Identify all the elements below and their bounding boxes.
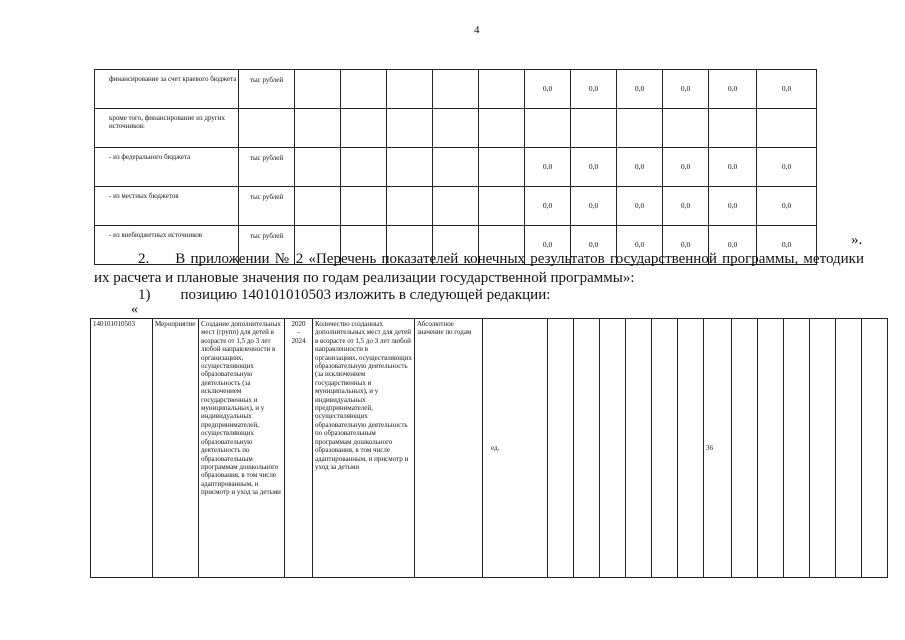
value-cell: 0,0 <box>571 148 617 187</box>
empty-cell <box>387 187 433 226</box>
value-cell: 0,0 <box>709 148 757 187</box>
empty-cell <box>479 187 525 226</box>
value-cell <box>525 109 571 148</box>
row-label: - из внебюджетных источников <box>95 226 239 265</box>
empty-cell <box>387 148 433 187</box>
empty-cell <box>341 148 387 187</box>
value-cell: 0,0 <box>617 70 663 109</box>
empty-cell <box>836 319 862 578</box>
value-cell: 0,0 <box>663 70 709 109</box>
value-cell: 0,0 <box>525 226 571 265</box>
empty-cell <box>387 109 433 148</box>
row-label: финансирование за счет краевого бюджета <box>95 70 239 109</box>
empty-cell <box>295 187 341 226</box>
empty-cell <box>295 109 341 148</box>
value-cell <box>709 109 757 148</box>
value-cell: 0,0 <box>617 226 663 265</box>
paragraph-2-text: В приложении № 2 «Перечень показателей конечных результатов государственной программы, методики их расчета и плановые значения по годам реализации государственной программы»: <box>94 251 864 286</box>
empty-cell <box>433 148 479 187</box>
empty-cell <box>784 319 810 578</box>
empty-cell <box>387 70 433 109</box>
value-cell <box>617 109 663 148</box>
empty-cell <box>548 319 574 578</box>
table-row <box>95 70 817 109</box>
empty-cell <box>574 319 600 578</box>
value-cell: 0,0 <box>663 226 709 265</box>
value-cell: 0,0 <box>757 70 817 109</box>
paragraph-2-number: 2. <box>138 251 150 267</box>
value-cell: 0,0 <box>709 187 757 226</box>
empty-cell <box>479 70 525 109</box>
empty-cell <box>341 187 387 226</box>
position-type: Мероприятие <box>153 319 199 578</box>
paragraph-3 <box>138 286 550 305</box>
empty-cell <box>732 319 758 578</box>
position-indicator: Количество созданных дополнительных мест для детей в возрасте от 1,5 до 3 лет любой направленности в организациях, осуществляющих образовательную деятельность (за исключением государственных и муниципальных), и у индивидуальных предпринимателей, осуществляющих образовательную деятельность по образовательным программам дошкольного образования, в том числе адаптированным, и присмотр и уход за детьми <box>313 319 415 578</box>
empty-cell <box>479 109 525 148</box>
value-cell: 0,0 <box>617 148 663 187</box>
page-number: 4 <box>474 24 480 36</box>
finance-table <box>94 69 817 265</box>
period-dash: - <box>297 328 300 337</box>
row-label: - из федерального бюджета <box>95 148 239 187</box>
value-cell: 0,0 <box>709 226 757 265</box>
value-cell: 0,0 <box>571 226 617 265</box>
value-cell: 0,0 <box>571 70 617 109</box>
empty-cell <box>341 109 387 148</box>
position-table <box>90 318 888 578</box>
table-row <box>95 148 817 187</box>
row-unit: тыс рублей <box>239 187 295 226</box>
value-cell: 0,0 <box>663 187 709 226</box>
value-cell: 0,0 <box>525 187 571 226</box>
value-cell: 0,0 <box>525 148 571 187</box>
empty-cell <box>678 319 704 578</box>
value-cell: 0,0 <box>757 148 817 187</box>
paragraph-3-text: позицию 140101010503 изложить в следующей редакции: <box>180 287 551 303</box>
table-row <box>91 319 888 578</box>
period-start: 2020 <box>291 320 306 328</box>
position-value: 36 <box>704 319 732 578</box>
row-unit: тыс рублей <box>239 148 295 187</box>
value-cell: 0,0 <box>663 148 709 187</box>
empty-cell <box>433 187 479 226</box>
row-unit <box>239 109 295 148</box>
position-method: Абсолютное значение по годам <box>415 319 483 578</box>
table-row <box>95 187 817 226</box>
value-cell: 0,0 <box>525 70 571 109</box>
row-unit: тыс рублей <box>239 70 295 109</box>
empty-cell <box>295 70 341 109</box>
value-cell: 0,0 <box>709 70 757 109</box>
value-cell <box>571 109 617 148</box>
value-cell <box>757 109 817 148</box>
empty-cell <box>433 109 479 148</box>
empty-cell <box>295 148 341 187</box>
table-row <box>95 109 817 148</box>
paragraph-3-number: 1) <box>138 287 151 303</box>
empty-cell <box>600 319 626 578</box>
position-name: Создание дополнительных мест (групп) для детей в возрасте от 1,5 до 3 лет любой направленности в организациях, осуществляющих образовательную деятельность (за исключением государственных и муниципальных), и у индивидуальных предпринимателей, осуществляющих образовательную деятельность по образовательным программам дошкольного образования, в том числе адаптированным, и присмотр и уход за детьми <box>199 319 285 578</box>
position-code: 140101010503 <box>91 319 153 578</box>
value-cell: 0,0 <box>757 226 817 265</box>
period-end: 2024 <box>291 336 306 345</box>
value-cell: 0,0 <box>617 187 663 226</box>
paragraph-2 <box>94 250 864 288</box>
closing-quote: ». <box>851 232 863 248</box>
empty-cell <box>479 148 525 187</box>
row-label: кроме того, финансирование из других источников: <box>95 109 239 148</box>
empty-cell <box>810 319 836 578</box>
empty-cell <box>433 70 479 109</box>
value-cell: 0,0 <box>571 187 617 226</box>
empty-cell <box>652 319 678 578</box>
position-unit: ед. <box>483 319 548 578</box>
empty-cell <box>341 70 387 109</box>
empty-cell <box>758 319 784 578</box>
position-period <box>285 319 313 578</box>
empty-cell <box>862 319 888 578</box>
row-label: - из местных бюджетов <box>95 187 239 226</box>
row-unit: тыс рублей <box>239 226 295 265</box>
empty-cell <box>626 319 652 578</box>
value-cell <box>663 109 709 148</box>
opening-quote: « <box>131 302 138 317</box>
value-cell: 0,0 <box>757 187 817 226</box>
